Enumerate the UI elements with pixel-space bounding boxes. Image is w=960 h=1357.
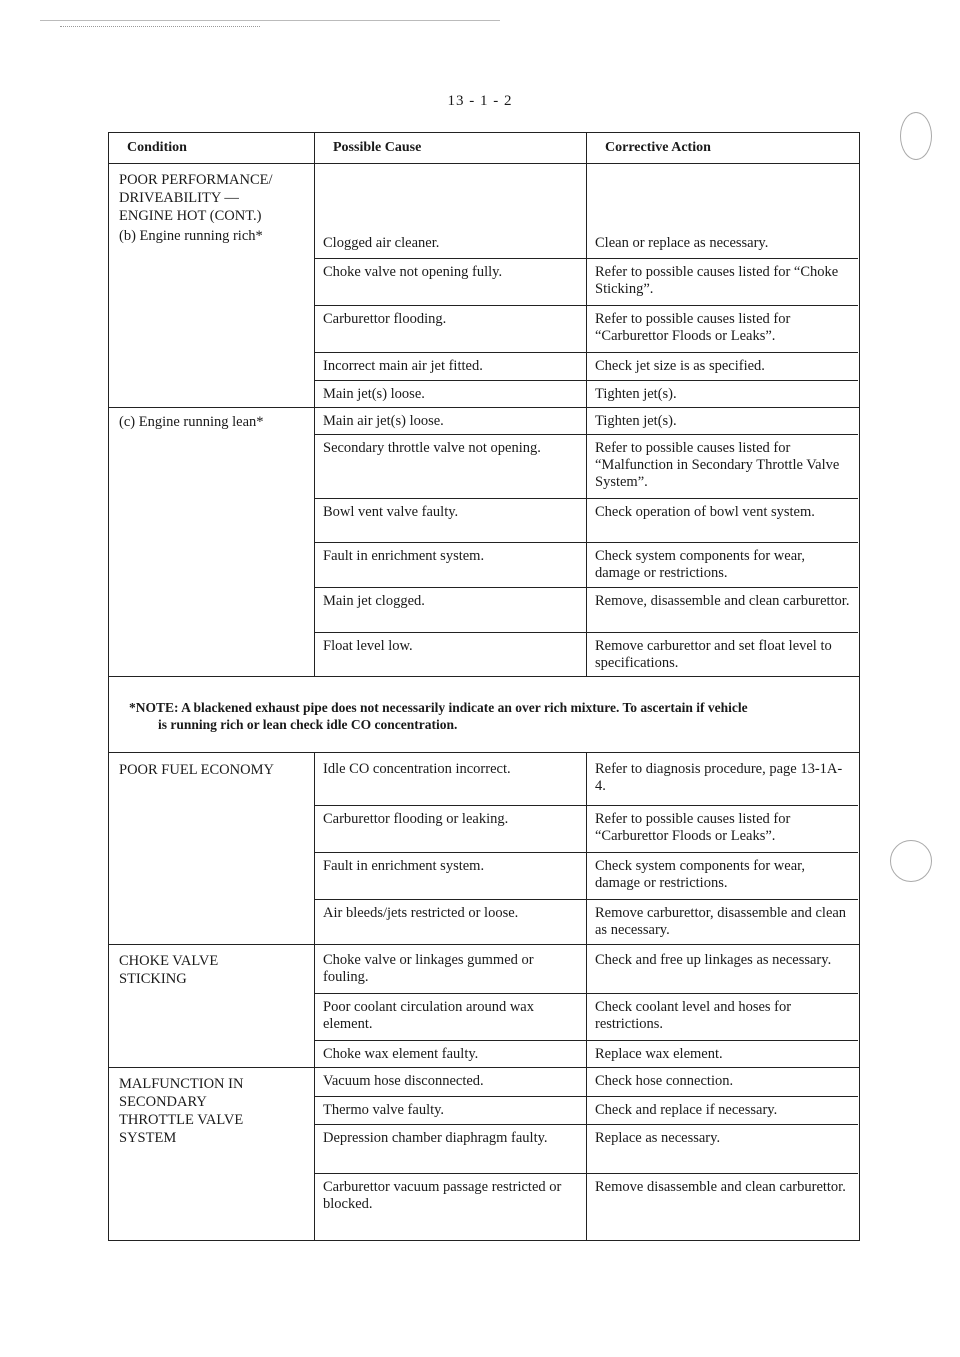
action-cell: Check system components for wear, damage or restrictions. — [586, 853, 858, 899]
cause-cell: Depression chamber diaphragm faulty. — [314, 1125, 586, 1173]
cause-cell — [314, 164, 586, 230]
table-header — [109, 133, 859, 164]
table-row — [314, 230, 858, 258]
condition-cell — [109, 1068, 314, 1240]
action-cell: Check and free up linkages as necessary. — [586, 945, 858, 993]
troubleshooting-table — [108, 132, 860, 1241]
condition-line: STICKING — [119, 971, 187, 987]
cause-cell: Thermo valve faulty. — [314, 1097, 586, 1124]
cause-cell: Choke valve or linkages gummed or fouling. — [314, 945, 586, 993]
note-line: is running rich or lean check idle CO concentration. — [158, 717, 458, 732]
action-cell — [586, 164, 858, 230]
condition-line: POOR PERFORMANCE/ — [119, 172, 273, 188]
header-possible-cause: Possible Cause — [314, 133, 586, 163]
table-row — [314, 352, 858, 380]
section-rich — [109, 164, 859, 408]
cause-cell: Air bleeds/jets restricted or loose. — [314, 900, 586, 944]
cause-cell: Choke valve not opening fully. — [314, 259, 586, 305]
page-number: 13 - 1 - 2 — [447, 93, 513, 109]
condition-cell — [109, 945, 314, 1067]
condition-cell — [109, 164, 314, 407]
table-row — [314, 258, 858, 305]
table-row — [314, 408, 858, 434]
action-cell: Refer to possible causes listed for “Malfunction in Secondary Throttle Valve System”. — [586, 435, 858, 498]
action-cell: Remove carburettor and set float level to specifications. — [586, 633, 858, 676]
action-cell: Check system components for wear, damage or restrictions. — [586, 543, 858, 587]
cause-cell: Secondary throttle valve not opening. — [314, 435, 586, 498]
table-row — [314, 1124, 858, 1173]
table-row — [314, 542, 858, 587]
action-cell: Clean or replace as necessary. — [586, 230, 858, 258]
cause-cell: Clogged air cleaner. — [314, 230, 586, 258]
table-row — [314, 498, 858, 542]
table-row — [314, 164, 858, 230]
section-choke-sticking — [109, 945, 859, 1068]
table-row — [314, 1040, 858, 1067]
condition-line: SYSTEM — [119, 1130, 177, 1146]
cause-cell: Poor coolant circulation around wax element. — [314, 994, 586, 1040]
action-cell: Remove carburettor, disassemble and clean as necessary. — [586, 900, 858, 944]
cause-cell: Incorrect main air jet fitted. — [314, 353, 586, 380]
section-fuel-economy — [109, 753, 859, 945]
table-row — [314, 434, 858, 498]
table-row — [314, 1173, 858, 1240]
condition-line: THROTTLE VALVE — [119, 1112, 244, 1128]
table-row — [314, 805, 858, 852]
action-cell: Replace as necessary. — [586, 1125, 858, 1173]
cause-cell: Main jet clogged. — [314, 588, 586, 632]
cause-cell: Fault in enrichment system. — [314, 543, 586, 587]
cause-cell: Main air jet(s) loose. — [314, 408, 586, 434]
table-row — [314, 305, 858, 352]
action-cell: Replace wax element. — [586, 1041, 858, 1067]
action-cell: Check operation of bowl vent system. — [586, 499, 858, 542]
cause-cell: Float level low. — [314, 633, 586, 676]
header-corrective-action: Corrective Action — [586, 133, 858, 163]
action-cell: Remove, disassemble and clean carburettor. — [586, 588, 858, 632]
rows-group — [314, 164, 858, 407]
table-row — [314, 1068, 858, 1096]
table-row — [314, 587, 858, 632]
table-row — [314, 1096, 858, 1124]
punch-hole-mark — [900, 112, 932, 160]
section-lean — [109, 408, 859, 677]
rows-group — [314, 753, 858, 944]
cause-cell: Main jet(s) loose. — [314, 381, 586, 407]
table-row — [314, 380, 858, 407]
table-row — [314, 753, 858, 805]
action-cell: Tighten jet(s). — [586, 408, 858, 434]
table-row — [314, 632, 858, 676]
note-line: *NOTE: A blackened exhaust pipe does not necessarily indicate an over rich mixture. To ascertain if vehicle — [129, 700, 748, 715]
rows-group — [314, 408, 858, 676]
punch-hole-mark — [890, 840, 932, 882]
condition-sub: (b) Engine running rich* — [119, 228, 263, 244]
action-cell: Remove disassemble and clean carburettor. — [586, 1174, 858, 1240]
cause-cell: Carburettor vacuum passage restricted or blocked. — [314, 1174, 586, 1240]
table-row — [314, 945, 858, 993]
action-cell: Refer to diagnosis procedure, page 13-1A-4. — [586, 753, 858, 805]
condition-line: MALFUNCTION IN — [119, 1076, 244, 1092]
condition-cell: POOR FUEL ECONOMY — [119, 762, 274, 778]
condition-line: ENGINE HOT (CONT.) — [119, 208, 262, 224]
action-cell: Check hose connection. — [586, 1068, 858, 1096]
action-cell: Check and replace if necessary. — [586, 1097, 858, 1124]
header-condition: Condition — [127, 140, 187, 155]
section-secondary-throttle — [109, 1068, 859, 1240]
condition-cell: (c) Engine running lean* — [119, 414, 264, 430]
cause-cell: Fault in enrichment system. — [314, 853, 586, 899]
action-cell: Check jet size is as specified. — [586, 353, 858, 380]
action-cell: Refer to possible causes listed for “Carburettor Floods or Leaks”. — [586, 306, 858, 352]
cause-cell: Idle CO concentration incorrect. — [314, 753, 586, 805]
action-cell: Refer to possible causes listed for “Choke Sticking”. — [586, 259, 858, 305]
table-row — [314, 993, 858, 1040]
rows-group — [314, 945, 858, 1067]
cause-cell: Carburettor flooding. — [314, 306, 586, 352]
rows-group — [314, 1068, 858, 1240]
cause-cell: Bowl vent valve faulty. — [314, 499, 586, 542]
condition-line: SECONDARY — [119, 1094, 207, 1110]
cause-cell: Choke wax element faulty. — [314, 1041, 586, 1067]
scan-artifact-line — [40, 20, 500, 21]
condition-line: DRIVEABILITY — — [119, 190, 239, 206]
action-cell: Tighten jet(s). — [586, 381, 858, 407]
table-row — [314, 899, 858, 944]
cause-cell: Carburettor flooding or leaking. — [314, 806, 586, 852]
cause-cell: Vacuum hose disconnected. — [314, 1068, 586, 1096]
table-row — [314, 852, 858, 899]
note-box — [109, 677, 859, 753]
scan-artifact-line — [60, 26, 260, 27]
action-cell: Refer to possible causes listed for “Carburettor Floods or Leaks”. — [586, 806, 858, 852]
action-cell: Check coolant level and hoses for restrictions. — [586, 994, 858, 1040]
condition-line: CHOKE VALVE — [119, 953, 219, 969]
